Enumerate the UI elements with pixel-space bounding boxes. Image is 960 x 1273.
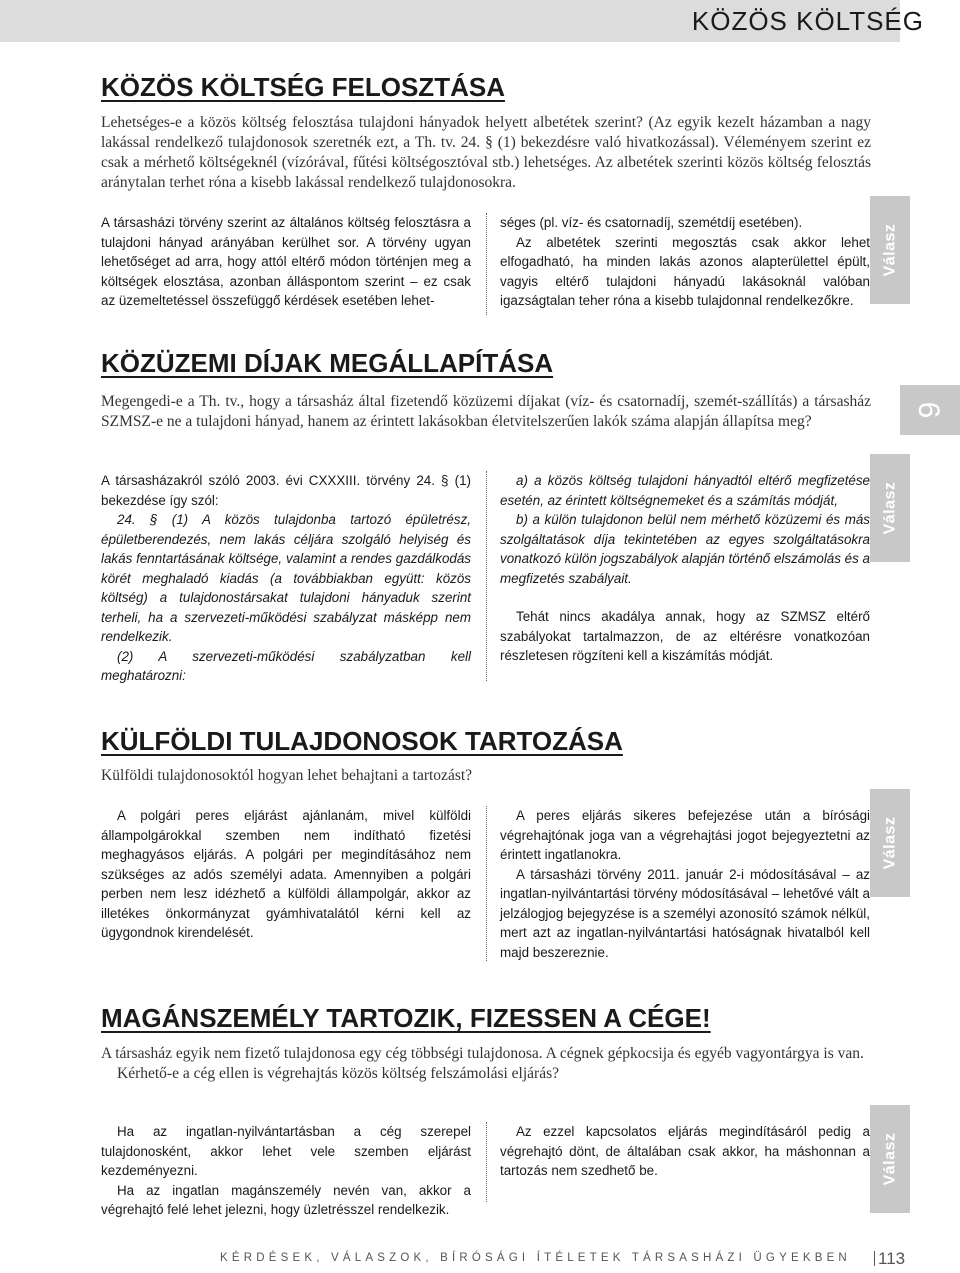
answer-2-left-quote-1 xyxy=(101,510,471,647)
chapter-tab xyxy=(900,385,960,435)
answer-3-right-paragraph-2: A társasházi törvény 2011. január 2-i módosításával – az ingatlan-nyilvántartási törvény módosításával – lehetővé vált a jelzálogjog bejegyzése is a személyi azonosító számok nélkül, mert azt az ingatlan-nyilvántartási hatóságnak hivatalból kell majd beszereznie. xyxy=(500,866,870,960)
law-quote-paragraph-2: (2) A szervezeti-működési szabályzatban kell meghatározni: xyxy=(101,648,471,683)
column-divider xyxy=(486,806,487,961)
question-1-text: Lehetséges-e a közös költség felosztása tulajdoni hányadok helyett albetétek szerint? (Az egyik kezelt házamban a nagy lakással rendelkező tulajdonosok szeretnék ezt, a Th. tv. 24. § (1) bekezdésre való hivatkozással). Véleményem szerint ez csak a mérhető költségeknél (vízórával, fűtési költségosztóval stb.) lehetséges. Az albetétek szerinti közös költség felosztás aránytalan terhet róna a kisebb lakással rendelkező tulajdonosokra. xyxy=(101,114,871,191)
section-title-kulfoldi-tulajdonosok: KÜLFÖLDI TULAJDONOSOK TARTOZÁSA xyxy=(101,726,623,756)
answer-tab-label: Válasz xyxy=(881,223,898,277)
answer-4-left xyxy=(101,1122,471,1220)
footer-book-title: KÉRDÉSEK, VÁLASZOK, BÍRÓSÁGI ÍTÉLETEK TÁRSASHÁZI ÜGYEKBEN xyxy=(220,1252,851,1264)
answer-4-right xyxy=(500,1122,870,1181)
answer-1-right-paragraph-2: Az albetétek szerinti megosztás csak akkor lehet elfogadható, ha minden lakás azonos alapterülettel épült, vagyis eltérő tulajdoni hányadú lakásoknál valóban igazságtalan teher róna a kisebb tulajdonnal rendelkezőkre. xyxy=(500,234,870,308)
law-quote-paragraph-1: 24. § (1) A közös tulajdonba tartozó épületrész, épületberendezés, nem lakás céljára szolgáló helyiség és lakás fenntartásának költsége, valamint a rendes gazdálkodás körét meghaladó kiadás (a továbbiakban együtt: közös költség) a tulajdonostársakat tulajdoni hányaduk szerint terheli, ha a szervezeti-működési szabályzat másképp nem rendelkezik. xyxy=(101,512,471,644)
answer-2-right xyxy=(500,471,870,666)
page-number-rule xyxy=(874,1251,875,1266)
answer-3-right-paragraph-1: A peres eljárás sikeres befejezése után a bírósági végrehajtónak joga van a végrehajtási jogot bejegyeztetni az érintett ingatlanokra. xyxy=(500,808,870,862)
answer-4-right-paragraph: Az ezzel kapcsolatos eljárás megindításáról pedig a végrehajtó dönt, de általában csak akkor, ha máshonnan a tartozás nem szedhető be. xyxy=(500,1124,870,1178)
answer-tab-label: Válasz xyxy=(881,481,898,535)
answer-2-right-quote-b xyxy=(500,510,870,588)
question-1 xyxy=(101,113,871,193)
question-4-text-1: A társasház egyik nem fizető tulajdonosa egy cég többségi tulajdonosa. A cégnek gépkocsija és egyéb vagyontárgya is van. xyxy=(101,1045,864,1062)
answer-4-left-paragraph-1: Ha az ingatlan-nyilvántartásban a cég szerepel tulajdonosként, akkor lehet vele szemben eljárást kezdeményezni. xyxy=(101,1124,471,1178)
answer-1-left-paragraph: A társasházi törvény szerint az általános költség felosztásra a tulajdoni hányad arányában kerülhet sor. A törvény ugyan lehetőséget ad arra, hogy attól eltérő módon történjen meg a költségek elosztása, azonban álláspontom szerint – ez csak az üzemeltetéssel összefüggő kérdések esetében lehet- xyxy=(101,215,471,308)
law-quote-item-b: b) a külön tulajdonon belül nem mérhető közüzemi és más szolgáltatások díja tekintetében az egyes szolgáltatásokra vonatkozó külön jogszabályok alapján történő elszámolás és a megfizetés szabályait. xyxy=(500,512,870,586)
question-3 xyxy=(101,766,871,786)
section-title-maganszemely-tartozik: MAGÁNSZEMÉLY TARTOZIK, FIZESSEN A CÉGE! xyxy=(101,1003,711,1033)
answer-tab-label: Válasz xyxy=(881,816,898,870)
answer-2-right-quote-a xyxy=(500,471,870,510)
section-title-kozuzemi-dijak: KÖZÜZEMI DÍJAK MEGÁLLAPÍTÁSA xyxy=(101,348,554,378)
question-2 xyxy=(101,392,871,432)
answer-2-left xyxy=(101,471,471,686)
question-4 xyxy=(101,1044,871,1084)
answer-tab xyxy=(870,454,910,562)
page-number-value: 113 xyxy=(878,1249,906,1268)
answer-tab xyxy=(870,196,910,304)
answer-3-right xyxy=(500,806,870,962)
running-header-title: KÖZÖS KÖLTSÉG xyxy=(691,6,924,36)
answer-1-right xyxy=(500,213,870,311)
question-4-text-2: Kérhető-e a cég ellen is végrehajtás közös költség felszámolási eljárás? xyxy=(117,1065,559,1082)
column-divider xyxy=(486,471,487,681)
answer-4-left-paragraph-2: Ha az ingatlan magánszemély nevén van, akkor a végrehajtó felé lehet jelezni, hogy üzletrésszel rendelkezik. xyxy=(101,1182,471,1217)
answer-tab xyxy=(870,1105,910,1213)
question-3-text: Külföldi tulajdonosoktól hogyan lehet behajtani a tartozást? xyxy=(101,767,473,784)
answer-3-left xyxy=(101,806,471,943)
answer-2-left-intro: A társasházakról szóló 2003. évi CXXXIII. törvény 24. § (1) bekezdése így szól: xyxy=(101,473,471,508)
page-number xyxy=(874,1249,905,1269)
answer-3-left-paragraph: A polgári peres eljárást ajánlanám, mivel külföldi állampolgárokkal szemben nem indítható fizetési meghagyásos eljárás. A polgári per megindításához nem szükséges az adós személyi adata. Amennyiben a polgári perben nem lesz idézhető a külföldi állampolgár, akkor az illetékes önkormányzat gyámhivatalától kérni kell az ügygondnok kirendelését. xyxy=(101,808,471,940)
section-title-kozos-koltseg: KÖZÖS KÖLTSÉG FELOSZTÁSA xyxy=(101,72,505,102)
question-2-text: Megengedi-e a Th. tv., hogy a társasház által fizetendő közüzemi díjakat (víz- és csatornadíj, szemét-szállítás) a társasház SZMSZ-e ne a tulajdoni hányad, hanem az érintett lakásokban életvitelszerűen lakók száma alapján állapítsa meg? xyxy=(101,393,871,430)
answer-tab-label: Válasz xyxy=(881,1132,898,1186)
answer-tab xyxy=(870,789,910,897)
column-divider xyxy=(486,1122,487,1202)
answer-1-right-paragraph-1: séges (pl. víz- és csatornadíj, szemétdíj esetében). xyxy=(500,215,803,230)
chapter-number: 9 xyxy=(913,401,946,419)
law-quote-item-a: a) a közös költség tulajdoni hányadtól eltérő megfizetése esetén, az érintett költségnemeket és a számítás módját, xyxy=(500,473,870,508)
column-divider xyxy=(486,213,487,315)
answer-1-left xyxy=(101,213,471,311)
answer-2-left-quote-2 xyxy=(101,647,471,686)
answer-2-right-conclusion: Tehát nincs akadálya annak, hogy az SZMSZ eltérő szabályokat tartalmazzon, de az eltérésre vonatkozóan részletesen rögzíteni kell a kiszámítás módját. xyxy=(500,609,870,663)
